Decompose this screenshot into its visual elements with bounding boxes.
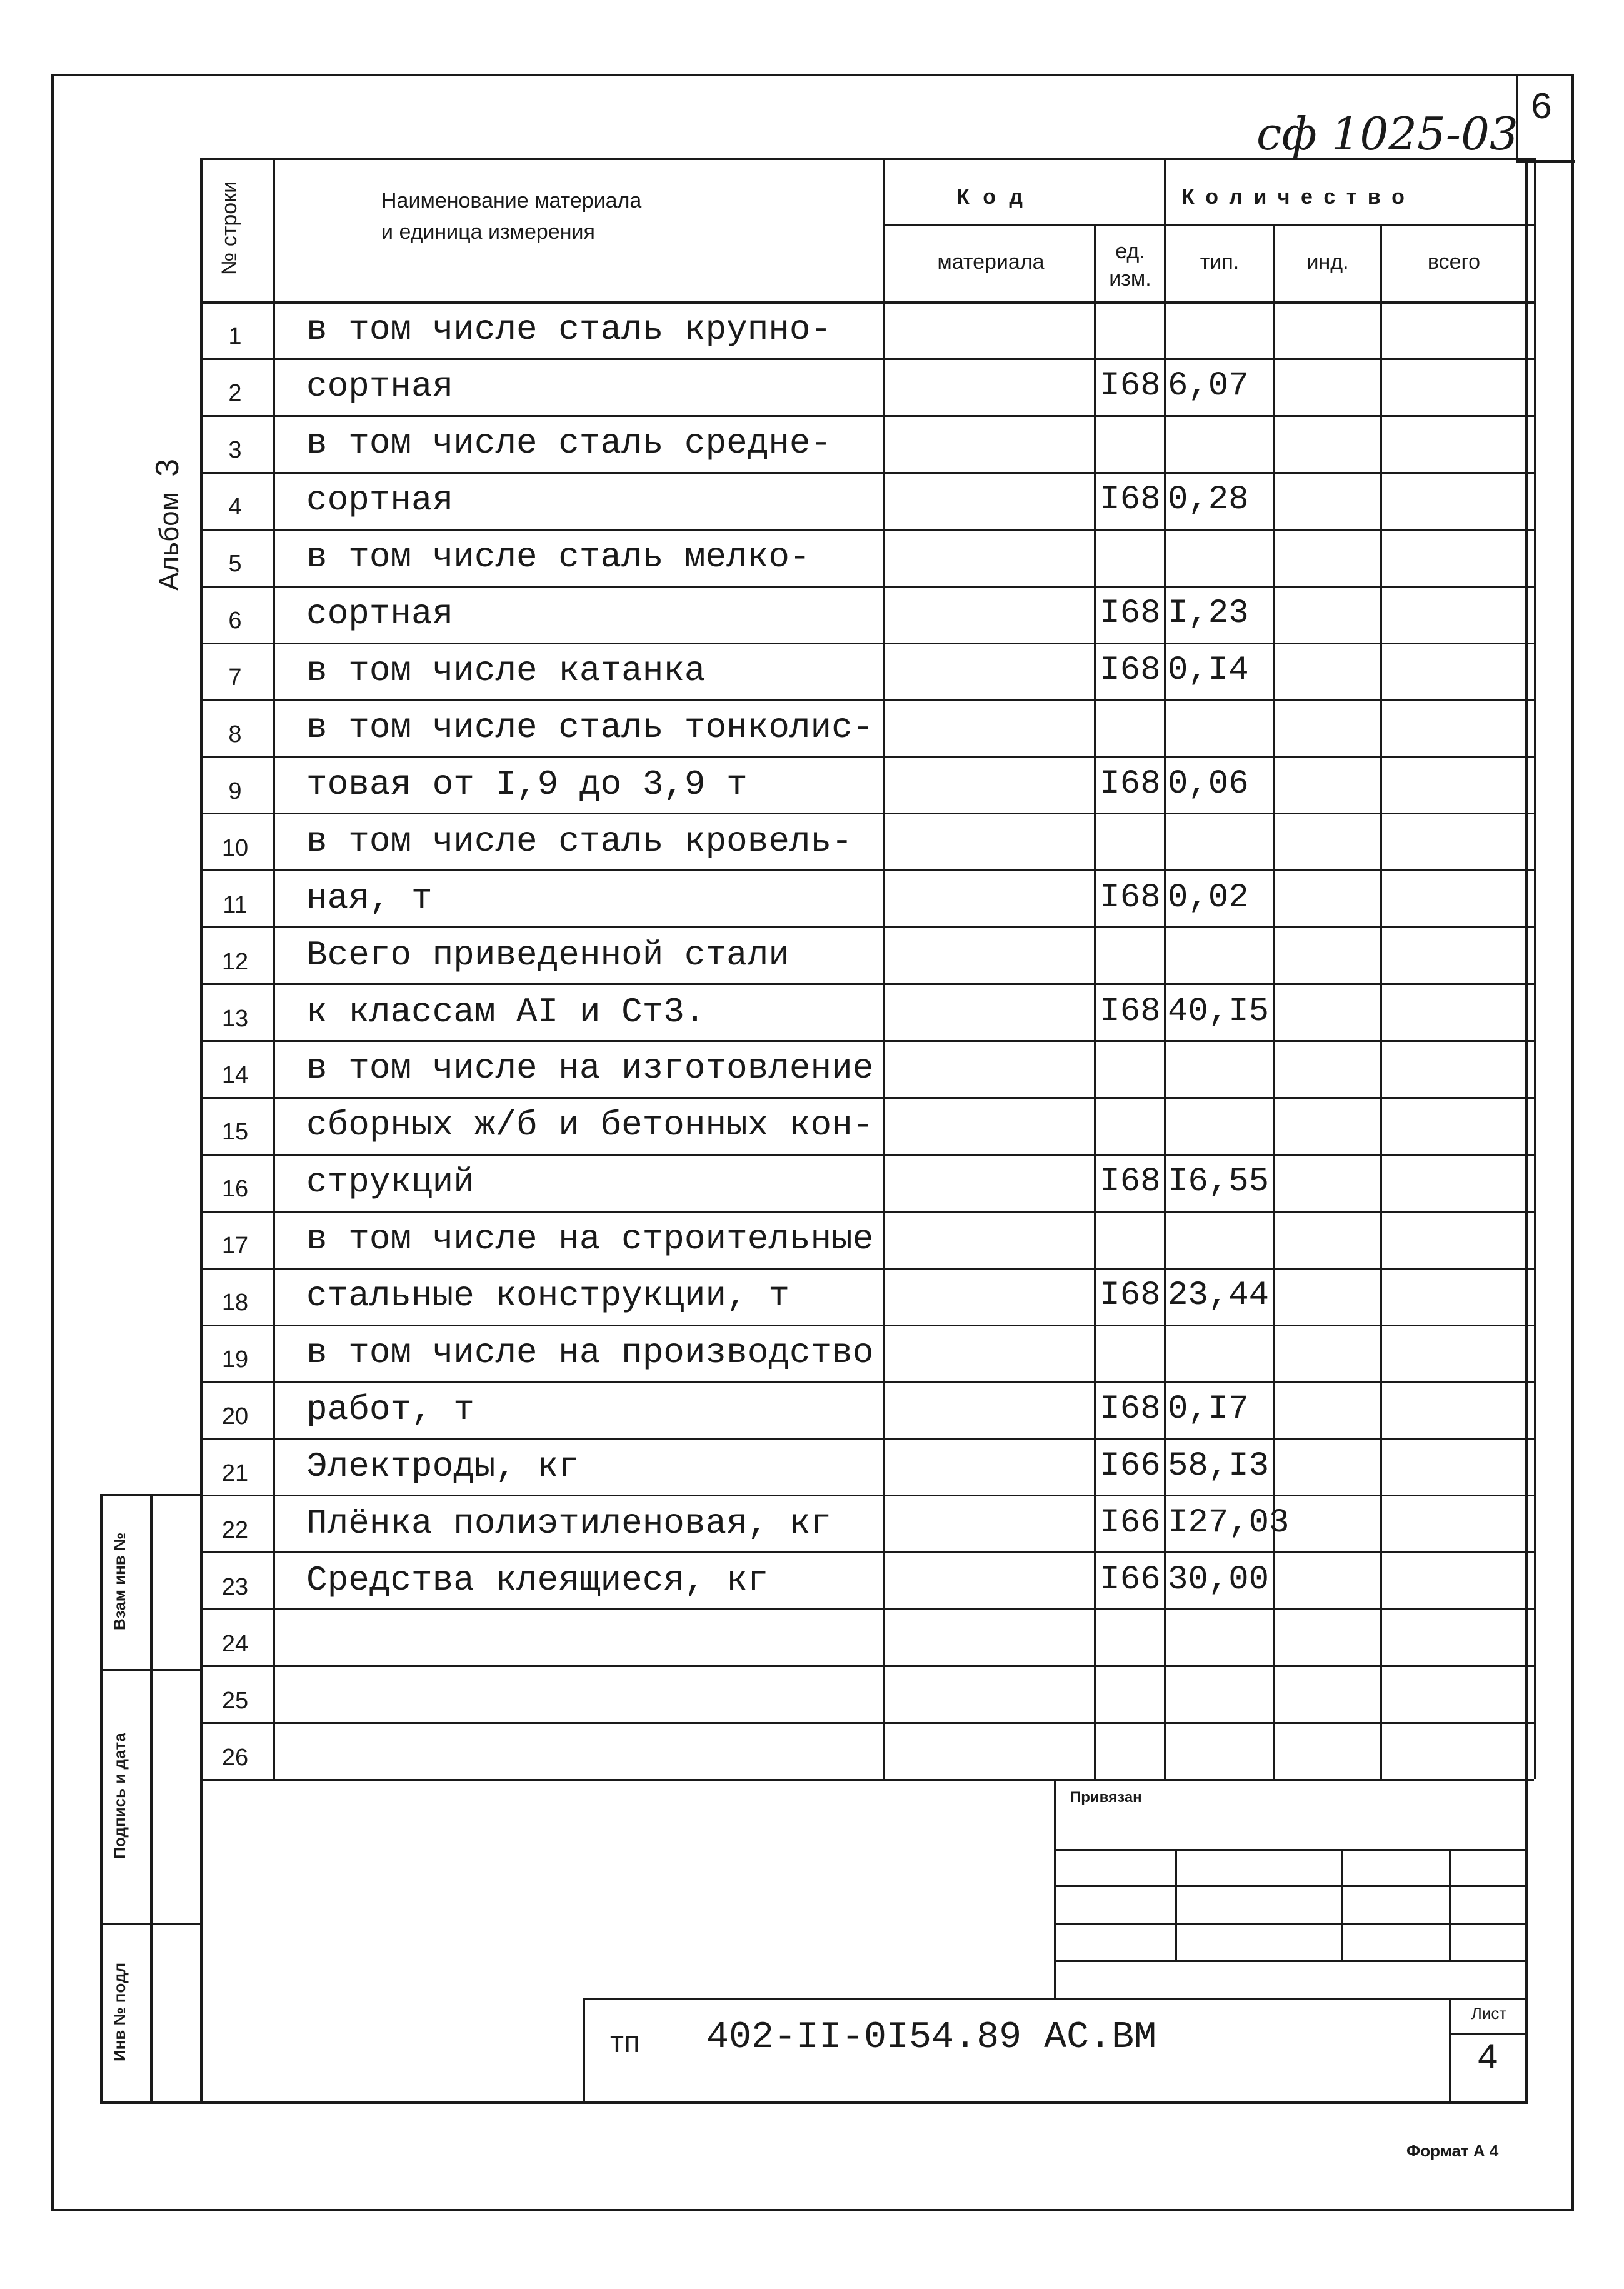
row-number: 15: [221, 1119, 249, 1146]
page-number-box-left: [1516, 74, 1518, 161]
row-unit-code: I68: [1100, 1390, 1161, 1428]
row-number: 7: [228, 664, 242, 691]
table-row: [0, 1608, 1624, 1665]
privyazan-col-2: [1341, 1849, 1343, 1961]
row-material-name: Средства клеящиеся, кг: [306, 1560, 769, 1600]
table-row: [0, 1495, 1624, 1551]
row-number: 11: [223, 891, 248, 918]
sheet-number: 4: [1476, 2039, 1499, 2080]
privyazan-col-3: [1449, 1849, 1451, 1961]
row-number: 22: [221, 1516, 249, 1543]
stamp-sheet-left: [1449, 1998, 1451, 2103]
row-unit-code: I68: [1100, 1276, 1161, 1315]
privyazan-left: [1054, 1779, 1056, 1999]
table-row: [0, 1268, 1624, 1325]
row-number: 25: [221, 1687, 249, 1714]
row-number: 17: [221, 1233, 249, 1260]
side-stamp-bottom: [100, 2101, 203, 2104]
row-unit-code: I68: [1100, 992, 1161, 1031]
header-code: К о д: [956, 185, 1026, 209]
table-row: [0, 869, 1624, 926]
row-number: 1: [228, 323, 242, 350]
row-material-name: в том числе катанка: [306, 650, 706, 691]
stamp-sheet-divider: [1449, 2033, 1526, 2035]
header-name: Наименование материала и единица измерения: [381, 189, 642, 244]
stamp-top: [584, 1998, 1528, 2000]
table-row: [0, 301, 1624, 358]
row-unit-code: I68: [1100, 764, 1161, 803]
side-stamp-inv: Инв № подл: [110, 1962, 129, 2062]
row-quantity-typ: 40,I5: [1168, 992, 1270, 1031]
header-unit: ед. изм.: [1109, 239, 1151, 291]
row-unit-code: I68: [1100, 481, 1161, 519]
row-number: 9: [228, 778, 242, 804]
row-quantity-typ: 30,00: [1168, 1560, 1270, 1599]
row-quantity-typ: 0,28: [1168, 481, 1249, 519]
row-number: 3: [228, 437, 242, 464]
row-material-name: в том числе на изготовление: [306, 1048, 874, 1089]
table-row: [0, 415, 1624, 472]
row-number: 20: [221, 1403, 249, 1430]
document-code-handwritten: сф 1025-03: [1256, 108, 1518, 160]
privyazan-label: Привязан: [1070, 1789, 1142, 1806]
row-quantity-typ: I,23: [1168, 594, 1249, 633]
row-material-name: в том числе сталь кровель-: [306, 821, 853, 861]
row-material-name: Всего приведенной стали: [306, 934, 789, 975]
table-row: [0, 586, 1624, 643]
row-material-name: струкций: [306, 1162, 474, 1203]
row-material-name: Электроды, кг: [306, 1446, 579, 1486]
table-row: [0, 1438, 1624, 1495]
side-stamp-left: [100, 1494, 103, 2103]
privyazan-row-3: [1054, 1923, 1525, 1925]
page-number: 6: [1530, 88, 1553, 130]
row-number: 2: [228, 380, 242, 407]
row-material-name: Плёнка полиэтиленовая, кг: [306, 1503, 832, 1543]
stamp-prefix: тп: [610, 2026, 640, 2059]
privyazan-col-1: [1175, 1849, 1177, 1961]
stamp-document-code: 402-II-0I54.89 АС.ВМ: [706, 2016, 1157, 2059]
table-row: [0, 1551, 1624, 1608]
side-stamp-vzam: Взам инв №: [110, 1532, 129, 1631]
row-quantity-typ: I6,55: [1168, 1163, 1270, 1201]
table-row: [0, 643, 1624, 699]
side-stamp-inner: [150, 1494, 153, 2103]
row-unit-code: I68: [1100, 1163, 1161, 1201]
row-number: 6: [228, 608, 242, 634]
row-number: 12: [221, 948, 249, 975]
row-number: 18: [221, 1290, 249, 1316]
format-label: Формат А 4: [1406, 2141, 1499, 2160]
table-row: [0, 1211, 1624, 1268]
sheet-label: Лист: [1471, 2004, 1507, 2023]
row-material-name: в том числе сталь тонколис-: [306, 707, 874, 748]
table-row: [0, 529, 1624, 586]
row-quantity-typ: 23,44: [1168, 1276, 1270, 1315]
row-unit-code: I68: [1100, 594, 1161, 633]
row-material-name: в том числе на строительные: [306, 1219, 874, 1260]
row-material-name: сортная: [306, 594, 454, 634]
row-material-name: в том числе сталь средне-: [306, 423, 832, 464]
table-row: [0, 1325, 1624, 1381]
row-material-name: в том числе сталь крупно-: [306, 309, 832, 350]
row-number: 19: [221, 1346, 249, 1373]
row-material-name: в том числе сталь мелко-: [306, 537, 811, 578]
table-row: [0, 1040, 1624, 1097]
row-material-name: работ, т: [306, 1389, 474, 1430]
row-unit-code: I66: [1100, 1503, 1161, 1542]
row-quantity-typ: 0,06: [1168, 764, 1249, 803]
side-stamp-div-2b: [150, 1923, 203, 1925]
row-unit-code: I66: [1100, 1560, 1161, 1599]
row-number: 24: [221, 1630, 249, 1657]
table-row: [0, 1097, 1624, 1154]
header-row-no: № строки: [218, 181, 241, 276]
header-quantity: К о л и ч е с т в о: [1181, 185, 1407, 209]
title-block-top: [201, 1779, 1534, 1781]
row-quantity-typ: 6,07: [1168, 367, 1249, 406]
album-number: 3: [149, 458, 186, 477]
row-number: 8: [228, 721, 242, 748]
privyazan-row-4: [1054, 1960, 1525, 1962]
stamp-bottom: [201, 2101, 1528, 2104]
side-stamp-podpis: Подпись и дата: [110, 1733, 129, 1859]
header-total: всего: [1427, 250, 1481, 274]
row-material-name: сортная: [306, 480, 454, 521]
table-row: [0, 926, 1624, 983]
table-row: [0, 1154, 1624, 1211]
side-stamp-div-2: [100, 1923, 151, 1925]
row-number: 26: [221, 1744, 249, 1771]
row-material-name: товая от I,9 до 3,9 т: [306, 764, 748, 804]
table-row: [0, 813, 1624, 869]
row-number: 23: [221, 1573, 249, 1600]
row-number: 16: [221, 1176, 249, 1203]
row-number: 21: [221, 1460, 249, 1486]
row-quantity-typ: I27,03: [1168, 1503, 1290, 1542]
row-number: 5: [228, 551, 242, 578]
row-material-name: стальные конструкции, т: [306, 1276, 789, 1316]
privyazan-row-1: [1054, 1849, 1525, 1851]
table-row: [0, 358, 1624, 415]
row-material-name: к классам АI и Ст3.: [306, 991, 706, 1032]
row-number: 10: [221, 834, 249, 861]
row-number: 4: [228, 494, 242, 521]
album-label-text: Альбом: [154, 492, 184, 591]
row-unit-code: I68: [1100, 878, 1161, 917]
table-row: [0, 1722, 1624, 1779]
row-material-name: в том числе на производство: [306, 1333, 874, 1373]
header-ind: инд.: [1306, 250, 1349, 274]
row-number: 13: [221, 1005, 249, 1032]
row-quantity-typ: 0,I4: [1168, 651, 1249, 689]
table-row: [0, 472, 1624, 529]
stamp-left: [583, 1998, 585, 2103]
row-material-name: ная, т: [306, 878, 433, 918]
table-row: [0, 1665, 1624, 1722]
table-row: [0, 983, 1624, 1040]
table-top-line: [201, 158, 1534, 160]
table-row: [0, 756, 1624, 813]
header-material: материала: [937, 250, 1045, 274]
row-unit-code: I68: [1100, 651, 1161, 689]
side-stamp-top: [100, 1494, 203, 1496]
table-row: [0, 1381, 1624, 1438]
side-stamp-div-1: [100, 1669, 203, 1671]
row-material-name: сборных ж/б и бетонных кон-: [306, 1105, 874, 1146]
row-material-name: сортная: [306, 366, 454, 407]
table-row: [0, 699, 1624, 756]
header-typ: тип.: [1200, 250, 1240, 274]
row-unit-code: I66: [1100, 1446, 1161, 1485]
privyazan-row-2: [1054, 1885, 1525, 1887]
header-sub-line: [884, 224, 1534, 226]
row-quantity-typ: 0,02: [1168, 878, 1249, 917]
row-quantity-typ: 0,I7: [1168, 1390, 1249, 1428]
row-unit-code: I68: [1100, 367, 1161, 406]
row-number: 14: [221, 1062, 249, 1089]
row-quantity-typ: 58,I3: [1168, 1446, 1270, 1485]
